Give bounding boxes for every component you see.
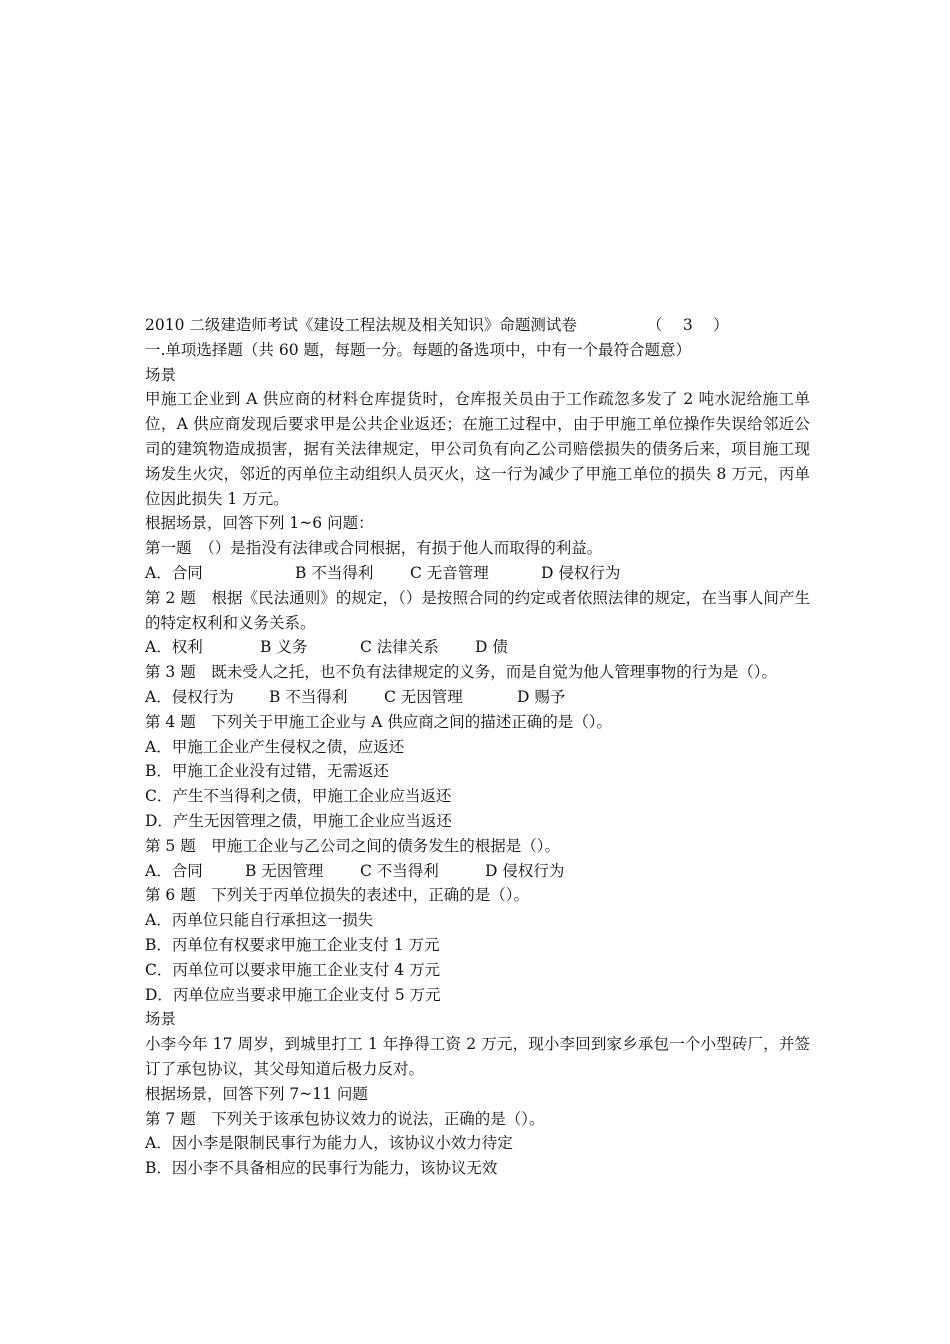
option-c: C 无音管理 bbox=[410, 563, 489, 582]
document-page bbox=[145, 313, 810, 1181]
option-d: D 赐予 bbox=[517, 687, 566, 706]
scene-paragraph: 小李今年 17 周岁，到城里打工 1 年挣得工资 2 万元，现小李回到家乡承包一个小型砖厂，并签订了承包协议，其父母知道后极力反对。 bbox=[145, 1035, 810, 1078]
question-3: 第 3 题 既未受人之托，也不负有法律规定的义务，而是自觉为他人管理事物的行为是（）。 bbox=[145, 663, 777, 682]
exam-number: （ 3 ） bbox=[646, 316, 729, 334]
scene-label: 场景 bbox=[145, 365, 177, 384]
option-b: B 不当得利 bbox=[295, 563, 374, 582]
option-b: B 义务 bbox=[260, 638, 308, 657]
question-6: 第 6 题 下列关于丙单位损失的表述中，正确的是（）。 bbox=[145, 886, 529, 905]
question-7: 第 7 题 下列关于该承包协议效力的说法，正确的是（）。 bbox=[145, 1109, 545, 1128]
exam-title-line bbox=[145, 313, 810, 338]
option-b: B．甲施工企业没有过错，无需返还 bbox=[145, 762, 389, 781]
option-a: A．因小李是限制民事行为能力人，该协议小效力待定 bbox=[145, 1134, 513, 1153]
option-c: C 法律关系 bbox=[360, 638, 439, 657]
option-b: B 不当得利 bbox=[269, 687, 348, 706]
scene-prompt: 根据场景，回答下列 1~6 问题： bbox=[145, 514, 374, 533]
scene-label: 场景 bbox=[145, 1010, 177, 1029]
option-a: A．合同 bbox=[145, 563, 203, 582]
question-2: 第 2 题 根据《民法通则》的规定，（）是按照合同的约定或者依照法律的规定，在当事人间产生的特定权利和义务关系。 bbox=[145, 588, 810, 632]
question-1: 第一题 （）是指没有法律或合同根据，有损于他人而取得的利益。 bbox=[145, 539, 603, 558]
question-3-options bbox=[145, 685, 810, 710]
question-1-options bbox=[145, 561, 810, 586]
option-b: B．丙单位有权要求甲施工企业支付 1 万元 bbox=[145, 935, 440, 954]
scene-paragraph: 甲施工企业到 A 供应商的材料仓库提货时，仓库报关员由于工作疏忽多发了 2 吨水泥给施工单位，A 供应商发现后要求甲是公共企业返还；在施工过程中，由于甲施工单位操作失误给邻近公司的建筑物造成损害，据有关法律规定，甲公司负有向乙公司赔偿损失的债务后来，项目施工现场发生火灾，邻近的丙单位主动组织人员灭火，这一行为减少了甲施工单位的损失 8 万元，丙单位因此损失 1 万元。 bbox=[145, 390, 810, 508]
option-a: A．甲施工企业产生侵权之债，应返还 bbox=[145, 737, 405, 756]
option-c: C．丙单位可以要求甲施工企业支付 4 万元 bbox=[145, 960, 441, 979]
question-5: 第 5 题 甲施工企业与乙公司之间的债务发生的根据是（）。 bbox=[145, 836, 560, 855]
option-d: D．丙单位应当要求甲施工企业支付 5 万元 bbox=[145, 985, 441, 1004]
question-4: 第 4 题 下列关于甲施工企业与 A 供应商之间的描述正确的是（）。 bbox=[145, 712, 613, 731]
question-2-options bbox=[145, 635, 810, 660]
option-b: B．因小李不具备相应的民事行为能力，该协议无效 bbox=[145, 1159, 498, 1178]
option-d: D 债 bbox=[475, 638, 508, 657]
section-heading: 一.单项选择题（共 60 题，每题一分。每题的备选项中，中有一个最符合题意） bbox=[145, 340, 692, 359]
exam-title: 2010 二级建造师考试《建设工程法规及相关知识》命题测试卷 bbox=[145, 316, 577, 334]
option-a: A．权利 bbox=[145, 638, 203, 657]
option-c: C．产生不当得利之债，甲施工企业应当返还 bbox=[145, 787, 452, 806]
scene-prompt: 根据场景，回答下列 7~11 问题 bbox=[145, 1084, 368, 1103]
option-d: D 侵权行为 bbox=[485, 861, 565, 880]
option-c: C 无因管理 bbox=[384, 687, 463, 706]
option-b: B 无因管理 bbox=[245, 861, 324, 880]
option-a: A．丙单位只能自行承担这一损失 bbox=[145, 911, 374, 930]
option-c: C 不当得利 bbox=[360, 861, 439, 880]
question-5-options bbox=[145, 859, 810, 884]
option-a: A．合同 bbox=[145, 861, 203, 880]
option-a: A．侵权行为 bbox=[145, 687, 234, 706]
option-d: D．产生无因管理之债，甲施工企业应当返还 bbox=[145, 811, 452, 830]
option-d: D 侵权行为 bbox=[541, 563, 621, 582]
